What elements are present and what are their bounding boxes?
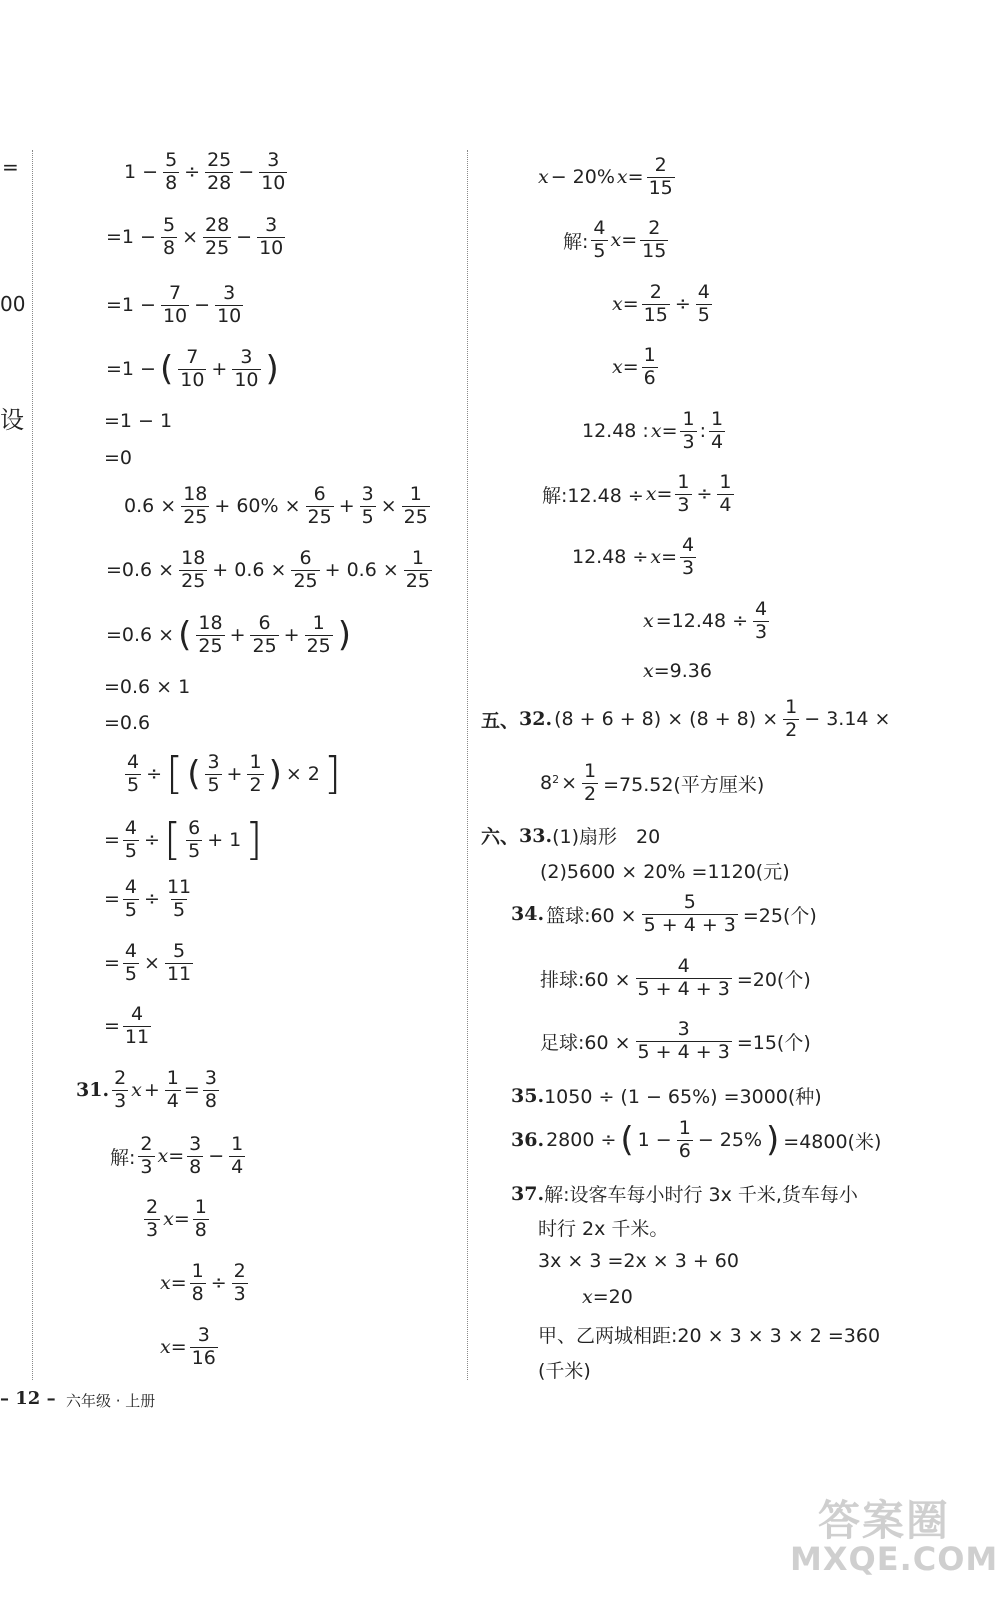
q34-line-2: 排球:60 × $\frac{4}{5 + 4 + 3}$ =20(个) [540,955,811,1000]
fraction: $\frac{25}{28}$ [207,149,232,194]
p1-line-5: =1 − 1 [104,410,173,432]
p2-line-2: =0.6 × $\frac{18}{25}$ + 0.6 × $\frac{6}{25}$ + 0.6 × $\frac{1}{25}$ [106,547,430,592]
q31-line-3: $\frac{2}{3}$ x = $\frac{1}{8}$ [146,1196,207,1241]
q31-line-2: 解: $\frac{2}{3}$ x = $\frac{3}{8}$ − $\frac{1}{4}$ [110,1133,244,1178]
p2-line-3: =0.6 × ( $\frac{18}{25}$ + $\frac{6}{25}$ + $\frac{1}{25}$ ) [106,612,352,657]
p2-line-4: =0.6 × 1 [104,676,191,698]
p3-line-2: = $\frac{4}{5}$ ÷ [ $\frac{6}{5}$ + 1 ] [104,814,263,866]
q33-line-2: (2)5600 × 20% =1120(元) [540,861,790,883]
p1-line-2: =1 − $\frac{5}{8}$ × $\frac{28}{25}$ − $\frac{3}{10}$ [106,214,284,259]
page-number: – 12 – [0,1388,56,1409]
q36-line: 36. 2800 ÷ ( 1 − $\frac{1}{6}$ − 25% ) =4800(米) [511,1117,882,1162]
margin-fragment: = [2,155,19,179]
e1-line-3: x = $\frac{2}{15}$ ÷ $\frac{4}{5}$ [612,281,710,326]
q35-line: 35. 1050 ÷ (1 − 65%) =3000(种) [511,1084,822,1108]
q34-line-1: 34. 篮球:60 × $\frac{5}{5 + 4 + 3}$ =25(个) [511,891,817,936]
question-number: 35. [511,1084,545,1107]
watermark-site: MXQE.COM [790,1540,999,1578]
q31-line-1: 31. $\frac{2}{3}$ x + $\frac{1}{4}$ = $\frac{3}{8}$ [76,1067,217,1112]
p1-line-3: =1 − $\frac{7}{10}$ − $\frac{3}{10}$ [106,282,242,327]
section-number: 五、 [481,709,520,732]
margin-fragment: 设 [0,406,24,434]
p2-line-1: 0.6 × $\frac{18}{25}$ + 60% × $\frac{6}{25}$ + $\frac{3}{5}$ × $\frac{1}{25}$ [124,483,428,528]
p1-line-6: =0 [104,447,133,469]
q37-line-2: 时行 2x 千米。 [538,1218,669,1240]
question-number: 32. [519,708,553,731]
p1-line-1: 1 − $\frac{5}{8}$ ÷ $\frac{25}{28}$ − $\frac{3}{10}$ [124,149,286,194]
watermark-logo: 答案圈 [818,1496,951,1545]
p3-line-5: = $\frac{4}{11}$ [104,1003,150,1048]
e1-line-2: 解: $\frac{4}{5}$ x = $\frac{2}{15}$ [563,217,667,262]
e2-line-5: x =9.36 [643,660,712,682]
p3-line-1: $\frac{4}{5}$ ÷ [ ( $\frac{3}{5}$ + $\frac{1}{2}$ ) × 2 ] [127,748,342,800]
question-number: 36. [511,1129,545,1152]
e2-line-2: 解:12.48 ÷ x = $\frac{1}{3}$ ÷ $\frac{1}{4}$ [542,471,732,516]
fraction: $\frac{3}{10}$ [261,149,286,194]
p3-line-3: = $\frac{4}{5}$ ÷ $\frac{11}{5}$ [104,876,192,921]
q31-line-4: x = $\frac{1}{8}$ ÷ $\frac{2}{3}$ [160,1260,246,1305]
q34-line-3: 足球:60 × $\frac{3}{5 + 4 + 3}$ =15(个) [540,1018,811,1063]
margin-fragment: 00 [0,292,26,316]
question-number: 34. [511,903,545,926]
fraction: $\frac{5}{8}$ [165,149,178,194]
e1-line-4: x = $\frac{1}{6}$ [612,344,656,389]
column-divider [467,150,468,1380]
q31-line-5: x = $\frac{3}{16}$ [160,1324,216,1369]
e2-line-1: 12.48 : x = $\frac{1}{3}$ : $\frac{1}{4}$ [582,408,724,453]
question-number: 37. [511,1182,545,1205]
q37-line-5: 甲、乙两城相距:20 × 3 × 3 × 2 =360 [538,1325,881,1347]
p1-line-4: =1 − ( $\frac{7}{10}$ + $\frac{3}{10}$ ) [106,346,279,391]
q33-line-1: 六、 33. (1)扇形 20 [481,824,661,848]
e2-line-4: x =12.48 ÷ $\frac{4}{3}$ [643,598,768,643]
question-number: 33. [519,824,553,847]
e1-line-1: x − 20% x = $\frac{2}{15}$ [538,154,673,199]
left-edge-dotted-line [32,150,33,1380]
p2-line-5: =0.6 [104,712,151,734]
q37-line-4: x =20 [582,1286,633,1308]
q37-line-3: 3x × 3 =2x × 3 + 60 [538,1250,739,1272]
p3-line-4: = $\frac{4}{5}$ × $\frac{5}{11}$ [104,940,192,985]
book-info: 六年级 · 上册 [66,1392,156,1410]
e2-line-3: 12.48 ÷ x = $\frac{4}{3}$ [572,534,695,579]
q32-line-2: 8 $^2$ × $\frac{1}{2}$ =75.52(平方厘米) [540,760,765,805]
q32-line-1: 五、 32. (8 + 6 + 8) × (8 + 8) × $\frac{1}{2}$ − 3.14 × [481,696,891,741]
question-number: 31. [76,1079,110,1102]
q37-line-1: 37. 解:设客车每小时行 3x 千米,货车每小 [511,1182,858,1206]
q37-line-6: (千米) [538,1360,591,1382]
